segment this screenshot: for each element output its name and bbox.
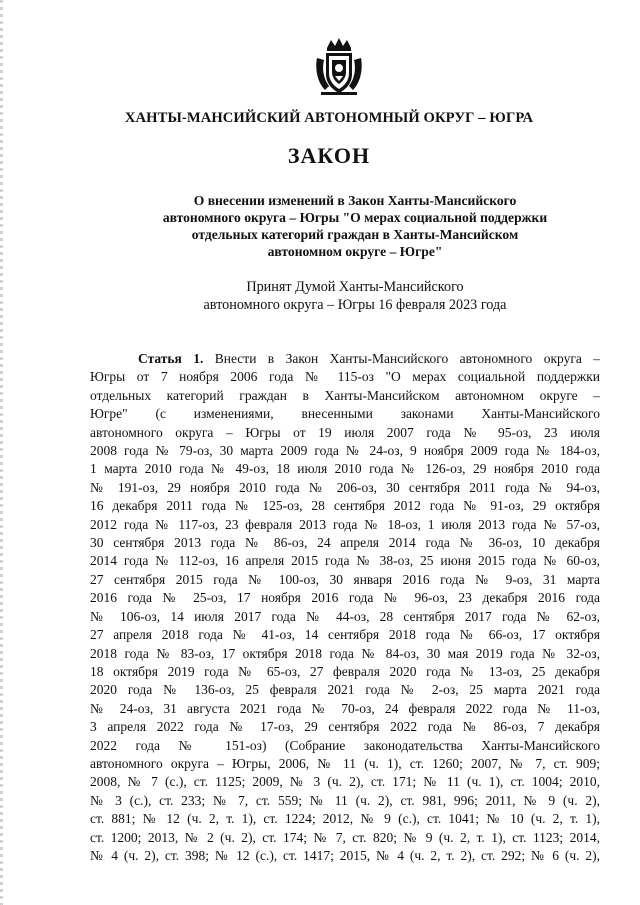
law-title-line: автономном округе – Югре" — [267, 244, 443, 259]
article-line: № 4 (ч. 2), ст. 398; № 12 (с.), ст. 1417; 2015, № 4 (ч. 2, т. 2), ст. 292; № 6 (ч. 2), — [90, 847, 600, 863]
article-label: Статья 1. — [138, 351, 204, 366]
article-line: ст. 1200; 2013, № 2 (ч. 2), ст. 174; № 7, ст. 820; № 9 (ч. 2, т. 1), ст. 1123; 2014, — [90, 829, 600, 845]
article-line: 2008 года № 79-оз, 30 марта 2009 года № 24-оз, 9 ноября 2009 года № 184-оз, — [90, 443, 600, 459]
law-title-line: О внесении изменений в Закон Ханты-Мансийского — [193, 193, 517, 208]
article-line: 2022 года № 151-оз) (Собрание законодательства Ханты-Мансийского — [90, 737, 600, 753]
article-line: № 3 (с.), ст. 233; № 7, ст. 559; № 11 (ч. 2), ст. 981, 996; 2011, № 9 (ч. 2), — [90, 792, 600, 808]
article-line: 16 декабря 2011 года № 125-оз, 28 сентября 2012 года № 91-оз, 29 октября — [90, 498, 600, 514]
article-line: Югры от 7 ноября 2006 года № 115-оз "О мерах социальной поддержки — [90, 369, 600, 385]
article-line: 2020 года № 136-оз, 25 февраля 2021 года № 2-оз, 25 марта 2021 года — [90, 682, 600, 698]
article-line: 2008, № 7 (с.), ст. 1125; 2009, № 3 (ч. 2), ст. 171; № 11 (ч. 1), ст. 1004; 2010, — [90, 774, 600, 790]
article-line: № 24-оз, 31 августа 2021 года № 70-оз, 24 февраля 2022 года № 11-оз, — [90, 700, 600, 716]
adoption-line: автономного округа – Югры 16 февраля 2023 года — [203, 297, 507, 313]
article-line: 2016 года № 25-оз, 17 ноября 2016 года № 96-оз, 23 декабря 2016 года — [90, 590, 600, 606]
article-1-body — [90, 350, 600, 865]
article-intro-text: Внести в Закон Ханты-Мансийского автономного округа – — [214, 351, 600, 366]
article-line: автономного округа – Югры от 19 июля 2007 года № 95-оз, 23 июля — [90, 424, 600, 440]
article-line: 27 сентября 2015 года № 100-оз, 30 января 2016 года № 9-оз, 31 марта — [90, 571, 600, 587]
region-heading: ХАНТЫ-МАНСИЙСКИЙ АВТОНОМНЫЙ ОКРУГ – ЮГРА — [124, 110, 534, 126]
article-line: Югре" (с изменениями, внесенными законами Ханты-Мансийского — [90, 406, 600, 422]
law-title-line: автономного округа – Югры "О мерах социальной поддержки — [162, 210, 548, 225]
article-line: № 191-оз, 29 ноября 2010 года № 206-оз, 30 сентября 2011 года № 94-оз, — [90, 479, 600, 495]
article-first-line — [90, 350, 600, 368]
article-line: 2014 года № 112-оз, 16 апреля 2015 года № 38-оз, 25 июня 2015 года № 60-оз, — [90, 553, 600, 569]
article-line: 2018 года № 83-оз, 17 октября 2018 года № 84-оз, 30 мая 2019 года № 32-оз, — [90, 645, 600, 661]
scan-edge — [0, 0, 3, 905]
article-line: № 106-оз, 14 июля 2017 года № 44-оз, 28 сентября 2017 года № 62-оз, — [90, 608, 600, 624]
law-title — [130, 192, 580, 260]
coat-of-arms-icon — [313, 38, 365, 96]
article-line: 1 марта 2010 года № 49-оз, 18 июля 2010 года № 126-оз, 29 ноября 2010 года — [90, 461, 600, 477]
article-line: 27 апреля 2018 года № 41-оз, 14 сентября 2018 года № 66-оз, 17 октября — [90, 627, 600, 643]
adoption-line: Принят Думой Ханты-Мансийского — [246, 279, 464, 295]
article-line: автономного округа – Югры, 2006, № 11 (ч. 1), ст. 1260; 2007, № 7, ст. 909; — [90, 755, 600, 771]
article-line: 30 сентября 2013 года № 86-оз, 24 апреля 2014 года № 36-оз, 10 декабря — [90, 535, 600, 551]
document-type-heading: ЗАКОН — [287, 143, 371, 168]
article-line: 18 октября 2019 года № 65-оз, 27 февраля 2020 года № 13-оз, 25 декабря — [90, 663, 600, 679]
article-line: 3 апреля 2022 года № 17-оз, 29 сентября 2022 года № 86-оз, 7 декабря — [90, 719, 600, 735]
adoption-note — [130, 278, 580, 314]
article-line: 2012 года № 117-оз, 23 февраля 2013 года № 18-оз, 1 июля 2013 года № 57-оз, — [90, 516, 600, 532]
article-line: ст. 881; № 12 (ч. 2, т. 1), ст. 1224; 2012, № 9 (с.), ст. 1041; № 10 (ч. 2, т. 1), — [90, 811, 600, 827]
law-title-line: отдельных категорий граждан в Ханты-Мансийском — [191, 227, 519, 242]
article-line: отдельных категорий граждан в Ханты-Мансийском автономном округе – — [90, 387, 600, 403]
